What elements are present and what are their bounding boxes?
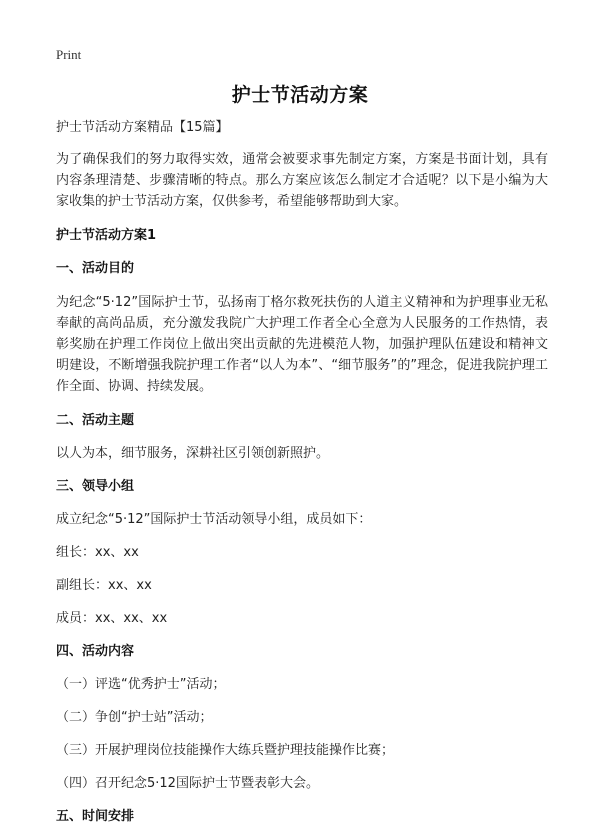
leadership-leader: 组长：xx、xx	[56, 545, 139, 560]
purpose-paragraph: 为纪念“5·12”国际护士节，弘扬南丁格尔救死扶伤的人道主义精神和为护理事业无私奉献的高尚品质，充分激发我院广大护理工作者全心全意为人民服务的工作热情，表彰奖励在护理工作岗位上做出突出贡献的先进模范人物，加强护理队伍建设和精神文明建设，不断增强我院护理工作者“以人为本”、“细节服务”的”理念，促进我院护理工作全面、协调、持续发展。	[56, 295, 548, 394]
section-heading-theme: 二、活动主题	[56, 413, 135, 428]
content-item: （四）召开纪念5·12国际护士节暨表彰大会。	[56, 776, 319, 791]
content-item: （二）争创“护士站”活动；	[56, 710, 213, 725]
document-body	[56, 118, 548, 840]
section-heading-schedule: 五、时间安排	[56, 809, 135, 824]
leadership-deputy: 副组长：xx、xx	[56, 578, 152, 593]
leadership-members: 成员：xx、xx、xx	[56, 611, 168, 626]
leadership-intro: 成立纪念“5·12”国际护士节活动领导小组，成员如下：	[56, 512, 372, 527]
content-item: （三）开展护理岗位技能操作大练兵暨护理技能操作比赛；	[56, 743, 395, 758]
section-heading-purpose: 一、活动目的	[56, 261, 135, 276]
document-title: 护士节活动方案	[231, 84, 369, 106]
plan-heading: 护士节活动方案1	[56, 228, 157, 243]
section-heading-content: 四、活动内容	[56, 644, 135, 659]
document-subtitle: 护士节活动方案精品【15篇】	[56, 120, 229, 135]
section-heading-leadership: 三、领导小组	[56, 479, 135, 494]
intro-paragraph: 为了确保我们的努力取得实效，通常会被要求事先制定方案，方案是书面计划，具有内容条理清楚、步骤清晰的特点。那么方案应该怎么制定才合适呢？以下是小编为大家收集的护士节活动方案，仅供参考，希望能够帮助到大家。	[56, 152, 548, 209]
print-label: Print	[56, 47, 82, 62]
content-item: （一）评选“优秀护士”活动；	[56, 677, 226, 692]
theme-paragraph: 以人为本，细节服务，深耕社区引领创新照护。	[56, 446, 330, 461]
